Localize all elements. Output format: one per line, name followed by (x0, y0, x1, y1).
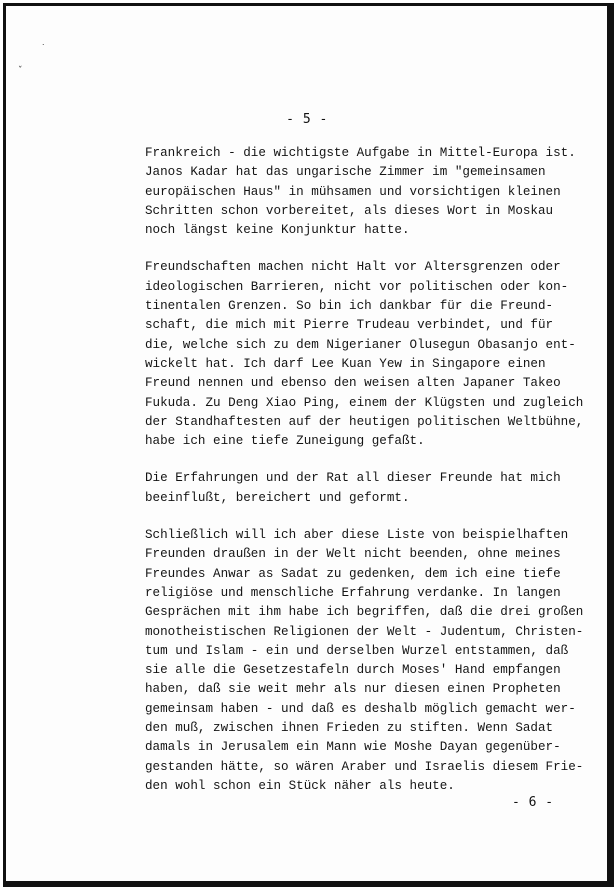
paragraph (145, 144, 576, 240)
text-line: habe ich eine tiefe Zuneigung gefaßt. (145, 434, 425, 449)
scan-speck: ˇ (18, 66, 23, 76)
text-line: den muß, zwischen ihnen Frieden zu stiften. Wenn Sadat (145, 721, 554, 736)
text-line: Janos Kadar hat das ungarische Zimmer im "gemeinsamen (145, 165, 546, 180)
paragraph (145, 526, 584, 796)
text-line: Fukuda. Zu Deng Xiao Ping, einem der Klügsten und zugleich (145, 395, 584, 410)
text-line: tum und Islam - ein und derselben Wurzel entstammen, daß (145, 643, 569, 658)
text-line: tinentalen Grenzen. So bin ich dankbar für die Freund- (145, 299, 554, 314)
text-line: religiöse und menschliche Erfahrung verdanke. In langen (145, 585, 561, 600)
text-line: Schritten schon vorbereitet, als dieses Wort in Moskau (145, 203, 554, 218)
document-body (145, 144, 584, 814)
text-line: wickelt hat. Ich darf Lee Kuan Yew in Singapore einen (145, 356, 546, 371)
text-line: Schließlich will ich aber diese Liste von beispielhaften (145, 528, 569, 543)
text-line: Freundes Anwar as Sadat zu gedenken, dem ich eine tiefe (145, 566, 561, 581)
text-line: gemeinsam haben - und daß es deshalb möglich gemacht wer- (145, 701, 576, 716)
next-page-number: - 6 - (512, 795, 554, 810)
scan-speck: ˙ (41, 44, 46, 54)
text-line: den wohl schon ein Stück näher als heute. (145, 778, 455, 793)
paragraph (145, 258, 584, 451)
text-line: Die Erfahrungen und der Rat all dieser Freunde hat mich (145, 471, 561, 486)
text-line: damals in Jerusalem ein Mann wie Moshe Dayan gegenüber- (145, 740, 561, 755)
text-line: Freundschaften machen nicht Halt vor Altersgrenzen oder (145, 260, 561, 275)
text-line: Freund nennen und ebenso den weisen alten Japaner Takeo (145, 376, 561, 391)
paragraph (145, 469, 561, 508)
text-line: schaft, die mich mit Pierre Trudeau verbindet, und für (145, 318, 554, 333)
text-line: gestanden hätte, so wären Araber und Israelis diesem Frie- (145, 759, 584, 774)
text-line: ideologischen Barrieren, nicht vor politischen oder kon- (145, 279, 569, 294)
text-line: noch längst keine Konjunktur hatte. (145, 223, 410, 238)
text-line: europäischen Haus" in mühsamen und vorsichtigen kleinen (145, 184, 561, 199)
text-line: Gesprächen mit ihm habe ich begriffen, daß die drei großen (145, 605, 584, 620)
text-line: sie alle die Gesetzestafeln durch Moses' Hand empfangen (145, 663, 561, 678)
text-line: Freunden draußen in der Welt nicht beenden, ohne meines (145, 547, 561, 562)
text-line: beeinflußt, bereichert und geformt. (145, 490, 410, 505)
text-line: monotheistischen Religionen der Welt - Judentum, Christen- (145, 624, 584, 639)
text-line: haben, daß sie weit mehr als nur diesen einen Propheten (145, 682, 561, 697)
text-line: Frankreich - die wichtigste Aufgabe in Mittel-Europa ist. (145, 146, 576, 160)
text-line: die, welche sich zu dem Nigerianer Olusegun Obasanjo ent- (145, 337, 576, 352)
page-number: - 5 - (286, 112, 328, 127)
text-line: der Standhaftesten auf der heutigen politischen Weltbühne, (145, 414, 584, 429)
